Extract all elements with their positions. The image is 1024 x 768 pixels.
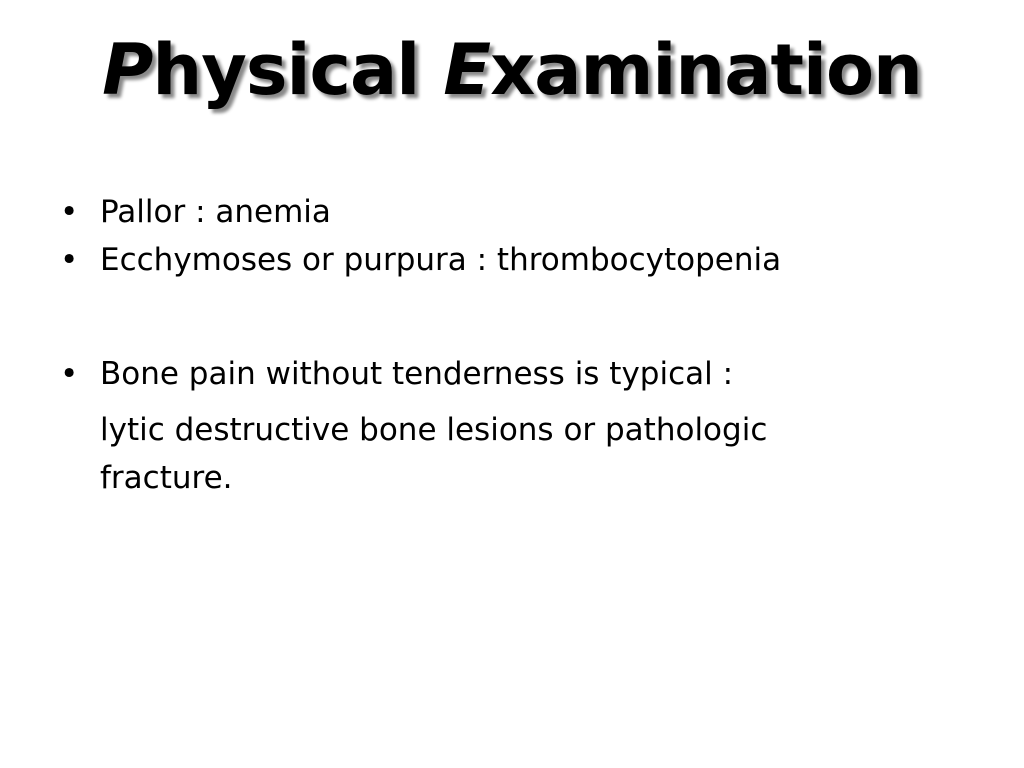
slide-body	[60, 188, 960, 502]
continuation-line: fracture.	[100, 460, 233, 496]
bullet-text: Pallor : anemia	[100, 194, 331, 230]
continuation-line: lytic destructive bone lesions or pathologic	[100, 412, 768, 448]
bullet-text: Bone pain without tenderness is typical :	[100, 356, 734, 392]
bullet-spacer	[60, 284, 960, 350]
slide-title	[0, 28, 1024, 112]
title-second-rest: xamination	[490, 29, 922, 111]
bullet-dot: •	[60, 356, 79, 392]
bullet-text: Ecchymoses or purpura : thrombocytopenia	[100, 242, 782, 278]
title-first-initial: P	[102, 29, 153, 111]
bullet-continuation	[60, 406, 960, 502]
bullet-dot: •	[60, 242, 79, 278]
bullet-item	[60, 236, 960, 284]
bullet-dot: •	[60, 194, 79, 230]
title-first-rest: hysical	[152, 29, 420, 111]
bullet-item	[60, 188, 960, 236]
bullet-item	[60, 350, 960, 398]
title-second-initial: E	[443, 29, 491, 111]
